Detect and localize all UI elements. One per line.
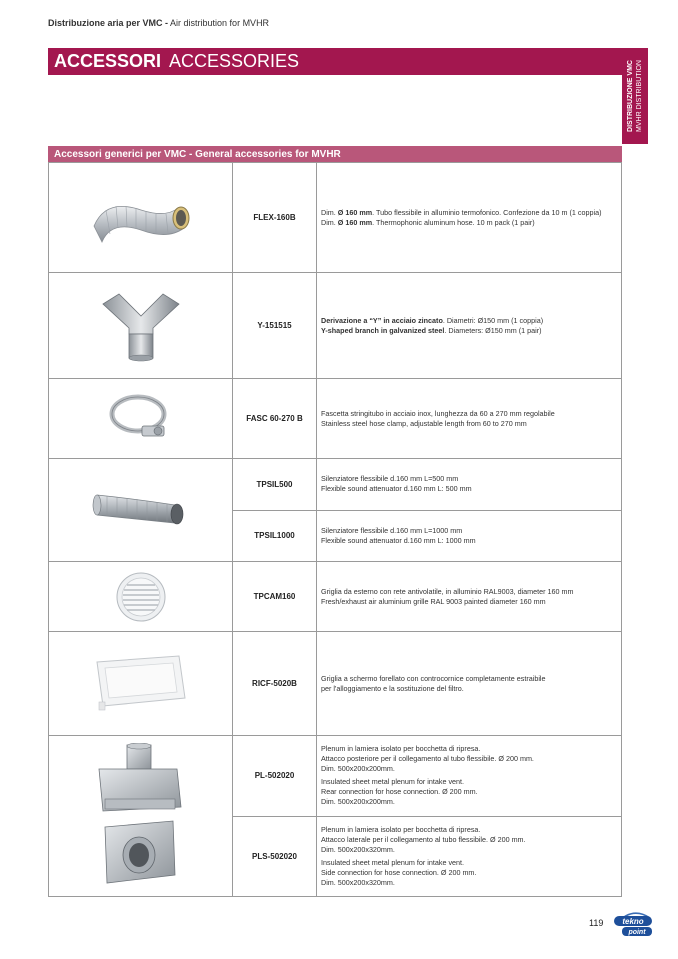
description-line bbox=[321, 684, 617, 694]
description-text: Fresh/exhaust air aluminium grille RAL 9003 painted diameter 160 mm bbox=[321, 596, 546, 606]
banner-title-it: ACCESSORI bbox=[54, 51, 162, 71]
description-text: . Diametri: Ø150 mm (1 coppia) bbox=[442, 315, 544, 325]
product-entry bbox=[233, 632, 621, 735]
product-image bbox=[49, 379, 233, 458]
description-line bbox=[321, 526, 617, 536]
product-entry bbox=[233, 736, 621, 817]
description-strong: Y-shaped branch in galvanized steel bbox=[321, 325, 445, 335]
description-line bbox=[321, 754, 617, 764]
description-prefix: Dim. bbox=[321, 207, 338, 217]
hose-clamp-icon bbox=[106, 390, 176, 448]
table-row bbox=[49, 459, 621, 562]
description-text: Insulated sheet metal plenum for intake vent. bbox=[321, 857, 465, 867]
description-line bbox=[321, 777, 617, 787]
description-line bbox=[321, 218, 617, 228]
description-text: Flexible sound attenuator d.160 mm L: 1000 mm bbox=[321, 535, 476, 545]
description-text: Dim. 500x200x200mm. bbox=[321, 797, 395, 807]
code-column bbox=[233, 459, 621, 561]
description-strong: Ø 160 mm bbox=[337, 217, 373, 227]
description-text: Attacco laterale per il collegamento al tubo flessibile. Ø 200 mm. bbox=[321, 834, 526, 844]
product-image bbox=[49, 459, 233, 561]
product-entry bbox=[233, 459, 621, 511]
description-text: Side connection for hose connection. Ø 200 mm. bbox=[321, 867, 477, 877]
description-text: Plenum in lamiera isolato per bocchetta di ripresa. bbox=[321, 744, 481, 754]
rectangular-grille-icon bbox=[93, 654, 189, 714]
product-code: TPCAM160 bbox=[233, 562, 317, 631]
description-line bbox=[321, 587, 617, 597]
description-line bbox=[321, 845, 617, 855]
product-code: PLS-502020 bbox=[233, 817, 317, 897]
product-description bbox=[317, 459, 621, 510]
description-text: Insulated sheet metal plenum for intake vent. bbox=[321, 777, 465, 787]
description-text: Griglia da esterno con rete antivolatile, in alluminio RAL9003, diameter 160 mm bbox=[321, 586, 574, 596]
description-line bbox=[321, 764, 617, 774]
sound-attenuator-icon bbox=[91, 487, 191, 533]
product-description bbox=[317, 511, 621, 562]
page-number: 119 bbox=[589, 918, 604, 928]
description-line bbox=[321, 474, 617, 484]
description-text: Rear connection for hose connection. Ø 200 mm. bbox=[321, 787, 478, 797]
description-line bbox=[321, 326, 617, 336]
description-line bbox=[321, 484, 617, 494]
description-line bbox=[321, 835, 617, 845]
description-text: Dim. 500x200x320mm. bbox=[321, 877, 395, 887]
product-description bbox=[317, 817, 621, 897]
side-tab-line1: DISTRIBUZIONE VMC bbox=[627, 60, 635, 132]
table-row bbox=[49, 736, 621, 896]
description-text: Griglia a schermo forellato con controcornice completamente estraibile bbox=[321, 673, 546, 683]
description-text: Stainless steel hose clamp, adjustable length from 60 to 270 mm bbox=[321, 418, 527, 428]
code-column bbox=[233, 736, 621, 896]
product-entry bbox=[233, 817, 621, 897]
description-text: Dim. 500x200x200mm. bbox=[321, 764, 395, 774]
description-text: . Thermophonic aluminum hose. 10 m pack (1 pair) bbox=[372, 217, 535, 227]
description-line bbox=[321, 797, 617, 807]
description-text: Attacco posteriore per il collegamento al tubo flessibile. Ø 200 mm. bbox=[321, 754, 534, 764]
product-description bbox=[317, 632, 621, 735]
code-column bbox=[233, 273, 621, 378]
document-header bbox=[48, 18, 269, 28]
product-image bbox=[49, 562, 233, 631]
product-code: PL-502020 bbox=[233, 736, 317, 816]
product-entry bbox=[233, 562, 621, 631]
product-image bbox=[49, 632, 233, 735]
flexible-hose-icon bbox=[86, 188, 196, 248]
description-line bbox=[321, 744, 617, 754]
header-section-en: Air distribution for MVHR bbox=[168, 18, 270, 28]
product-code: TPSIL500 bbox=[233, 459, 317, 510]
product-image bbox=[49, 736, 233, 896]
description-line bbox=[321, 858, 617, 868]
code-column bbox=[233, 562, 621, 631]
product-entry bbox=[233, 379, 621, 458]
accessories-table bbox=[48, 162, 622, 897]
product-description bbox=[317, 273, 621, 378]
description-line bbox=[321, 787, 617, 797]
product-description bbox=[317, 163, 621, 272]
product-image bbox=[49, 163, 233, 272]
description-text: . Diameters: Ø150 mm (1 pair) bbox=[444, 325, 542, 335]
description-text: Flexible sound attenuator d.160 mm L: 500 mm bbox=[321, 484, 472, 494]
description-text: Silenziatore flessibile d.160 mm L=1000 mm bbox=[321, 525, 463, 535]
description-text: Plenum in lamiera isolato per bocchetta di ripresa. bbox=[321, 824, 481, 834]
product-description bbox=[317, 562, 621, 631]
side-tab bbox=[622, 48, 648, 144]
product-code: Y-151515 bbox=[233, 273, 317, 378]
description-text: Silenziatore flessibile d.160 mm L=500 mm bbox=[321, 474, 459, 484]
description-line bbox=[321, 419, 617, 429]
logo-text-top: tekno bbox=[622, 917, 644, 926]
product-entry bbox=[233, 163, 621, 272]
product-code: RICF-5020B bbox=[233, 632, 317, 735]
description-line bbox=[321, 825, 617, 835]
description-text: . Tubo flessibile in alluminio termofonico. Confezione da 10 m (1 coppia) bbox=[372, 207, 602, 217]
code-column bbox=[233, 379, 621, 458]
description-strong: Derivazione a “Y” in acciaio zincato bbox=[321, 315, 443, 325]
product-code: FASC 60-270 B bbox=[233, 379, 317, 458]
product-image bbox=[49, 273, 233, 378]
description-text: Dim. 500x200x320mm. bbox=[321, 844, 395, 854]
tekno-point-logo bbox=[612, 908, 654, 938]
table-row bbox=[49, 562, 621, 632]
description-line bbox=[321, 536, 617, 546]
table-title: Accessori generici per VMC - General accessories for MVHR bbox=[48, 146, 622, 162]
description-prefix: Dim. bbox=[321, 217, 338, 227]
section-banner bbox=[48, 48, 622, 75]
description-line bbox=[321, 597, 617, 607]
table-row bbox=[49, 273, 621, 379]
description-line bbox=[321, 674, 617, 684]
description-text: Fascetta stringitubo in acciaio inox, lunghezza da 60 a 270 mm regolabile bbox=[321, 408, 555, 418]
product-entry bbox=[233, 273, 621, 378]
table-row bbox=[49, 379, 621, 459]
header-section-it: Distribuzione aria per VMC - bbox=[48, 18, 169, 28]
plenum-boxes-icon bbox=[95, 743, 187, 889]
side-tab-line2: MVHR DISTRIBUTION bbox=[636, 60, 644, 132]
y-branch-icon bbox=[101, 290, 181, 362]
code-column bbox=[233, 163, 621, 272]
description-line bbox=[321, 208, 617, 218]
description-line bbox=[321, 316, 617, 326]
table-row bbox=[49, 163, 621, 273]
banner-title-en: ACCESSORIES bbox=[169, 51, 300, 71]
description-line bbox=[321, 868, 617, 878]
product-code: TPSIL1000 bbox=[233, 511, 317, 562]
description-line bbox=[321, 878, 617, 888]
product-description bbox=[317, 379, 621, 458]
logo-text-bottom: point bbox=[628, 929, 646, 936]
product-description bbox=[317, 736, 621, 816]
table-row bbox=[49, 632, 621, 736]
description-text: per l'alloggiamento e la sostituzione del filtro. bbox=[321, 683, 464, 693]
round-grille-icon bbox=[115, 571, 167, 623]
product-entry bbox=[233, 511, 621, 562]
code-column bbox=[233, 632, 621, 735]
description-line bbox=[321, 409, 617, 419]
product-code: FLEX-160B bbox=[233, 163, 317, 272]
description-strong: Ø 160 mm bbox=[337, 207, 373, 217]
